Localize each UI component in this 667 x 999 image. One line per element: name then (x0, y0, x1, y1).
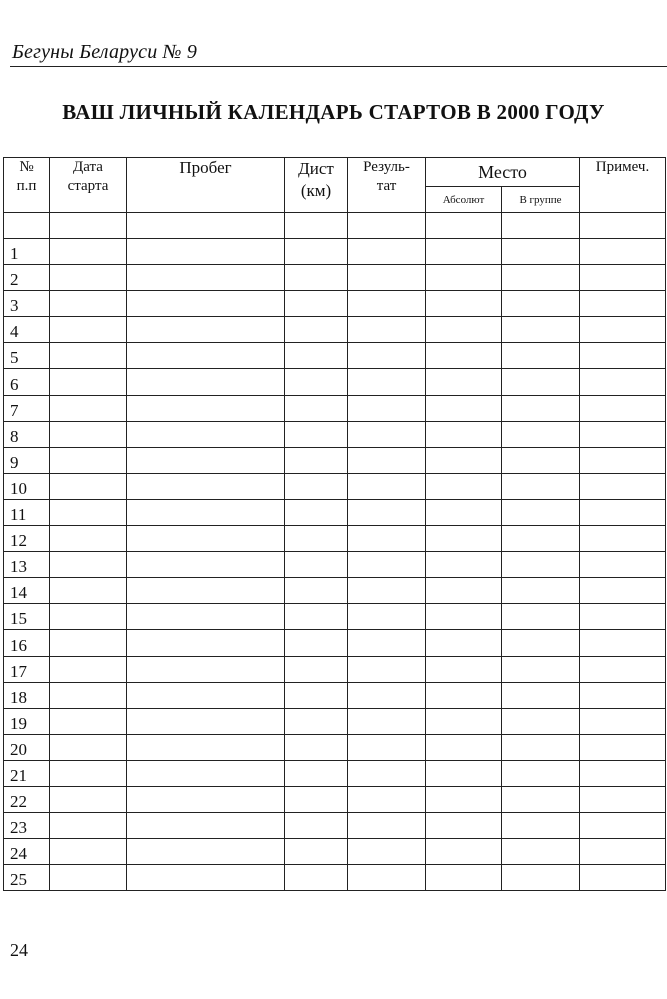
blank-cell (580, 395, 666, 421)
blank-cell (50, 786, 127, 812)
blank-cell (348, 865, 426, 891)
blank-cell (580, 786, 666, 812)
blank-cell (50, 291, 127, 317)
blank-cell (502, 239, 580, 265)
blank-cell (285, 343, 348, 369)
table-row (4, 604, 666, 630)
row-number: 13 (4, 552, 50, 578)
row-number: 3 (4, 291, 50, 317)
blank-cell (285, 734, 348, 760)
table-row (4, 708, 666, 734)
col-distance-header (285, 158, 348, 213)
blank-cell (580, 343, 666, 369)
blank-cell (127, 630, 285, 656)
blank-cell (502, 552, 580, 578)
blank-cell (285, 708, 348, 734)
blank-cell (502, 447, 580, 473)
row-number: 5 (4, 343, 50, 369)
blank-cell (502, 421, 580, 447)
blank-cell (580, 369, 666, 395)
blank-cell (580, 760, 666, 786)
table-row (4, 552, 666, 578)
blank-cell (50, 813, 127, 839)
blank-cell (348, 786, 426, 812)
blank-cell (426, 317, 502, 343)
blank-cell (285, 760, 348, 786)
running-header (10, 38, 667, 67)
publication-title: Бегуны Беларуси № 9 (12, 41, 198, 63)
table-row (4, 395, 666, 421)
blank-cell (127, 786, 285, 812)
blank-cell (285, 421, 348, 447)
blank-cell (50, 578, 127, 604)
blank-cell (580, 473, 666, 499)
blank-cell (50, 447, 127, 473)
blank-cell (285, 682, 348, 708)
col-run-label: Пробег (179, 158, 232, 177)
blank-cell (580, 526, 666, 552)
blank-cell (50, 265, 127, 291)
blank-cell (127, 526, 285, 552)
table-row (4, 343, 666, 369)
row-number: 24 (4, 839, 50, 865)
blank-cell (127, 499, 285, 525)
blank-cell (285, 265, 348, 291)
blank-cell (426, 343, 502, 369)
blank-cell (348, 499, 426, 525)
blank-cell (502, 317, 580, 343)
blank-cell (285, 526, 348, 552)
blank-cell (348, 526, 426, 552)
row-number: 14 (4, 578, 50, 604)
table-row (4, 813, 666, 839)
col-number-label-2: п.п (16, 178, 37, 194)
table-row (4, 421, 666, 447)
blank-cell (502, 291, 580, 317)
blank-cell (426, 839, 502, 865)
blank-cell (580, 239, 666, 265)
table-row (4, 865, 666, 891)
blank-cell (285, 552, 348, 578)
blank-cell (580, 317, 666, 343)
blank-cell (348, 813, 426, 839)
blank-cell (348, 839, 426, 865)
table-row (4, 499, 666, 525)
table-row (4, 265, 666, 291)
blank-cell (127, 291, 285, 317)
blank-cell (502, 839, 580, 865)
col-result-label-1: Резуль- (363, 159, 410, 175)
blank-cell (348, 682, 426, 708)
row-number: 19 (4, 708, 50, 734)
blank-cell (348, 395, 426, 421)
blank-cell (426, 760, 502, 786)
blank-cell (502, 369, 580, 395)
col-result-label-2: тат (376, 178, 397, 194)
race-calendar-table (3, 157, 666, 891)
col-place-group-header: В группе (502, 187, 580, 213)
blank-cell (127, 839, 285, 865)
row-number: 15 (4, 604, 50, 630)
blank-cell (580, 421, 666, 447)
blank-cell (127, 865, 285, 891)
blank-cell (580, 291, 666, 317)
row-number: 10 (4, 473, 50, 499)
row-number: 17 (4, 656, 50, 682)
blank-cell (502, 604, 580, 630)
blank-cell (50, 734, 127, 760)
blank-cell (50, 682, 127, 708)
blank-cell (348, 291, 426, 317)
blank-cell (127, 760, 285, 786)
row-number: 12 (4, 526, 50, 552)
blank-cell (502, 343, 580, 369)
blank-cell (426, 656, 502, 682)
blank-cell (348, 473, 426, 499)
blank-cell (580, 578, 666, 604)
blank-cell (426, 578, 502, 604)
row-number: 7 (4, 395, 50, 421)
table-row (4, 317, 666, 343)
blank-cell (50, 656, 127, 682)
blank-cell (127, 421, 285, 447)
col-number-header (4, 158, 50, 213)
blank-cell (348, 578, 426, 604)
blank-cell (127, 343, 285, 369)
blank-cell (502, 656, 580, 682)
row-number: 4 (4, 317, 50, 343)
blank-cell (580, 813, 666, 839)
blank-cell (580, 265, 666, 291)
table-row (4, 473, 666, 499)
blank-cell (426, 552, 502, 578)
blank-cell (50, 369, 127, 395)
blank-cell (426, 813, 502, 839)
blank-cell (285, 839, 348, 865)
row-number: 18 (4, 682, 50, 708)
col-number-label-1: № (19, 159, 34, 175)
blank-cell (502, 526, 580, 552)
blank-cell (502, 708, 580, 734)
blank-cell (127, 317, 285, 343)
blank-cell (285, 865, 348, 891)
blank-cell (426, 526, 502, 552)
blank-cell (127, 552, 285, 578)
blank-cell (50, 473, 127, 499)
col-distance-label-2: (км) (300, 181, 332, 200)
blank-cell (50, 552, 127, 578)
table-row (4, 369, 666, 395)
blank-cell (580, 552, 666, 578)
blank-cell (50, 604, 127, 630)
blank-cell (502, 865, 580, 891)
blank-cell (580, 708, 666, 734)
blank-cell (502, 473, 580, 499)
blank-cell (426, 291, 502, 317)
blank-cell (348, 552, 426, 578)
blank-cell (426, 369, 502, 395)
table-row (4, 760, 666, 786)
row-number: 6 (4, 369, 50, 395)
row-number: 16 (4, 630, 50, 656)
blank-cell (348, 760, 426, 786)
blank-cell (127, 369, 285, 395)
col-result-header (348, 158, 426, 213)
col-date-header (50, 158, 127, 213)
blank-cell (426, 447, 502, 473)
blank-cell (580, 865, 666, 891)
blank-cell (285, 291, 348, 317)
blank-cell (348, 317, 426, 343)
col-place-absolute-header: Абсолют (426, 187, 502, 213)
blank-cell (580, 682, 666, 708)
blank-cell (580, 630, 666, 656)
table-row (4, 839, 666, 865)
blank-cell (50, 421, 127, 447)
blank-cell (502, 760, 580, 786)
blank-cell (285, 813, 348, 839)
blank-cell (502, 630, 580, 656)
blank-cell (285, 604, 348, 630)
row-number: 25 (4, 865, 50, 891)
blank-cell (426, 499, 502, 525)
blank-cell (426, 265, 502, 291)
blank-cell (50, 395, 127, 421)
blank-cell (426, 239, 502, 265)
blank-cell (502, 578, 580, 604)
blank-cell (285, 786, 348, 812)
blank-cell (285, 369, 348, 395)
table-row (4, 656, 666, 682)
row-number: 2 (4, 265, 50, 291)
blank-cell (127, 708, 285, 734)
blank-cell (127, 734, 285, 760)
blank-cell (426, 395, 502, 421)
col-date-label-1: Дата (73, 159, 103, 175)
col-note-header (580, 158, 666, 213)
table-row (4, 526, 666, 552)
blank-cell (50, 526, 127, 552)
blank-cell (285, 447, 348, 473)
table-row (4, 734, 666, 760)
row-number: 1 (4, 239, 50, 265)
col-place-header: Место (426, 158, 580, 187)
blank-cell (502, 682, 580, 708)
blank-cell (348, 421, 426, 447)
col-date-label-2: старта (67, 178, 109, 194)
table-row (4, 447, 666, 473)
blank-cell (502, 734, 580, 760)
page-title: ВАШ ЛИЧНЫЙ КАЛЕНДАРЬ СТАРТОВ В 2000 ГОДУ (62, 100, 605, 124)
blank-cell (127, 813, 285, 839)
table-row (4, 578, 666, 604)
blank-cell (50, 760, 127, 786)
blank-cell (127, 265, 285, 291)
row-number: 22 (4, 786, 50, 812)
blank-cell (285, 656, 348, 682)
page-number: 24 (10, 940, 28, 960)
blank-cell (348, 369, 426, 395)
blank-cell (502, 395, 580, 421)
blank-cell (50, 708, 127, 734)
col-note-label: Примеч. (595, 159, 650, 175)
blank-cell (127, 604, 285, 630)
blank-cell (348, 343, 426, 369)
blank-cell (580, 499, 666, 525)
blank-cell (127, 578, 285, 604)
blank-cell (502, 265, 580, 291)
blank-cell (426, 734, 502, 760)
table-row (4, 630, 666, 656)
col-distance-label-1: Дист (298, 159, 334, 178)
blank-cell (426, 630, 502, 656)
blank-cell (580, 656, 666, 682)
row-number: 21 (4, 760, 50, 786)
blank-cell (502, 786, 580, 812)
blank-cell (50, 499, 127, 525)
blank-cell (50, 839, 127, 865)
blank-cell (426, 865, 502, 891)
blank-cell (426, 786, 502, 812)
blank-cell (285, 239, 348, 265)
blank-cell (502, 813, 580, 839)
blank-cell (348, 708, 426, 734)
blank-row (4, 213, 666, 239)
blank-cell (285, 630, 348, 656)
row-number: 11 (4, 499, 50, 525)
blank-cell (426, 708, 502, 734)
table-row (4, 786, 666, 812)
blank-cell (580, 734, 666, 760)
blank-cell (580, 447, 666, 473)
blank-cell (426, 473, 502, 499)
blank-cell (127, 239, 285, 265)
blank-cell (285, 578, 348, 604)
row-number: 20 (4, 734, 50, 760)
blank-cell (285, 317, 348, 343)
blank-cell (50, 317, 127, 343)
table-row (4, 682, 666, 708)
blank-cell (580, 604, 666, 630)
blank-cell (127, 395, 285, 421)
blank-cell (348, 656, 426, 682)
blank-cell (127, 656, 285, 682)
blank-cell (285, 473, 348, 499)
blank-cell (285, 395, 348, 421)
table-row (4, 239, 666, 265)
blank-cell (50, 343, 127, 369)
blank-cell (502, 499, 580, 525)
blank-cell (348, 734, 426, 760)
blank-cell (50, 865, 127, 891)
blank-cell (348, 447, 426, 473)
row-number: 23 (4, 813, 50, 839)
blank-cell (127, 447, 285, 473)
blank-cell (127, 682, 285, 708)
blank-cell (285, 499, 348, 525)
blank-cell (426, 421, 502, 447)
blank-cell (426, 682, 502, 708)
blank-cell (426, 604, 502, 630)
blank-cell (50, 239, 127, 265)
blank-cell (127, 473, 285, 499)
blank-cell (348, 239, 426, 265)
row-number: 9 (4, 447, 50, 473)
blank-cell (348, 265, 426, 291)
table-row (4, 291, 666, 317)
blank-cell (348, 604, 426, 630)
row-number: 8 (4, 421, 50, 447)
blank-cell (580, 839, 666, 865)
col-run-header (127, 158, 285, 213)
blank-cell (50, 630, 127, 656)
blank-cell (348, 630, 426, 656)
